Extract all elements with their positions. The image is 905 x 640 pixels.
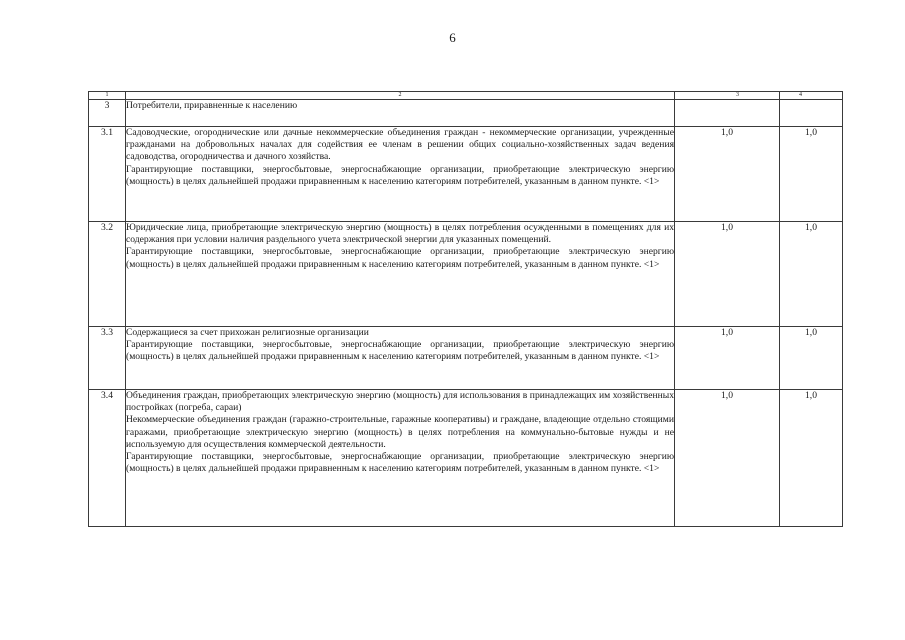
row-paragraph: Садоводческие, огороднические или дачные некоммерческие объединения граждан - некоммерческие организации, учрежденные гражданами на добровольных началах для содействия ее членам в решении общих социально-хозяйственных задач ведения садоводства, огородничества и дачного хозяйства. [126, 127, 674, 163]
row-value-col3: 1,0 [675, 390, 780, 527]
header-cell-4: 4 [780, 92, 843, 100]
row-number: 3.2 [89, 222, 126, 327]
row-value-col3 [675, 100, 780, 127]
row-value-col4: 1,0 [780, 327, 843, 390]
header-cell-2: 2 [126, 92, 675, 100]
table-header-row [89, 92, 843, 100]
row-paragraph: Потребители, приравненные к населению [126, 100, 298, 111]
row-paragraph: Объединения граждан, приобретающих электрическую энергию (мощность) для использования в принадлежащих им хозяйственных постройках (погреба, сараи) [126, 390, 674, 414]
row-description [126, 222, 675, 327]
row-paragraph: Юридические лица, приобретающие электрическую энергию (мощность) в целях потребления осужденными в помещениях для их содержания при условии наличия раздельного учета электрической энергии для указанных помещений. [126, 222, 674, 246]
row-paragraph: Некоммерческие объединения граждан (гаражно-строительные, гаражные кооперативы) и граждане, владеющие отдельно стоящими гаражами, приобретающие электрическую энергию (мощность) в целях потребления на коммунально-бытовые нужды и не используемую для осуществления коммерческой деятельности. [126, 414, 674, 450]
row-description [126, 327, 675, 390]
row-value-col4 [780, 100, 843, 127]
row-value-col3: 1,0 [675, 327, 780, 390]
row-value-col4: 1,0 [780, 222, 843, 327]
table-row [89, 127, 843, 222]
header-cell-3: 3 [675, 92, 780, 100]
row-paragraph: Содержащиеся за счет прихожан религиозные организации [126, 327, 369, 338]
row-description [126, 390, 675, 527]
row-number: 3.1 [89, 127, 126, 222]
row-value-col3: 1,0 [675, 222, 780, 327]
row-number: 3 [89, 100, 126, 127]
row-description [126, 100, 675, 127]
header-cell-1: 1 [89, 92, 126, 100]
table-row [89, 222, 843, 327]
row-value-col4: 1,0 [780, 390, 843, 527]
table-row [89, 327, 843, 390]
table-row [89, 100, 843, 127]
row-paragraph: Гарантирующие поставщики, энергосбытовые, энергоснабжающие организации, приобретающие электрическую энергию (мощность) в целях дальнейшей продажи приравненным к населению категориям потребителей, указанным в данном пункте. <1> [126, 246, 674, 270]
table-row [89, 390, 843, 527]
row-number: 3.3 [89, 327, 126, 390]
row-paragraph: Гарантирующие поставщики, энергосбытовые, энергоснабжающие организации, приобретающие электрическую энергию (мощность) в целях дальнейшей продажи приравненным к населению категориям потребителей, указанным в данном пункте. <1> [126, 451, 674, 475]
tariff-table [88, 91, 843, 527]
row-value-col4: 1,0 [780, 127, 843, 222]
row-description [126, 127, 675, 222]
page-number: 6 [449, 30, 456, 45]
row-paragraph: Гарантирующие поставщики, энергосбытовые, энергоснабжающие организации, приобретающие электрическую энергию (мощность) в целях дальнейшей продажи приравненным к населению категориям потребителей, указанным в данном пункте. <1> [126, 339, 674, 363]
row-number: 3.4 [89, 390, 126, 527]
row-value-col3: 1,0 [675, 127, 780, 222]
row-paragraph: Гарантирующие поставщики, энергосбытовые, энергоснабжающие организации, приобретающие электрическую энергию (мощность) в целях дальнейшей продажи приравненным к населению категориям потребителей, указанным в данном пункте. <1> [126, 163, 674, 187]
